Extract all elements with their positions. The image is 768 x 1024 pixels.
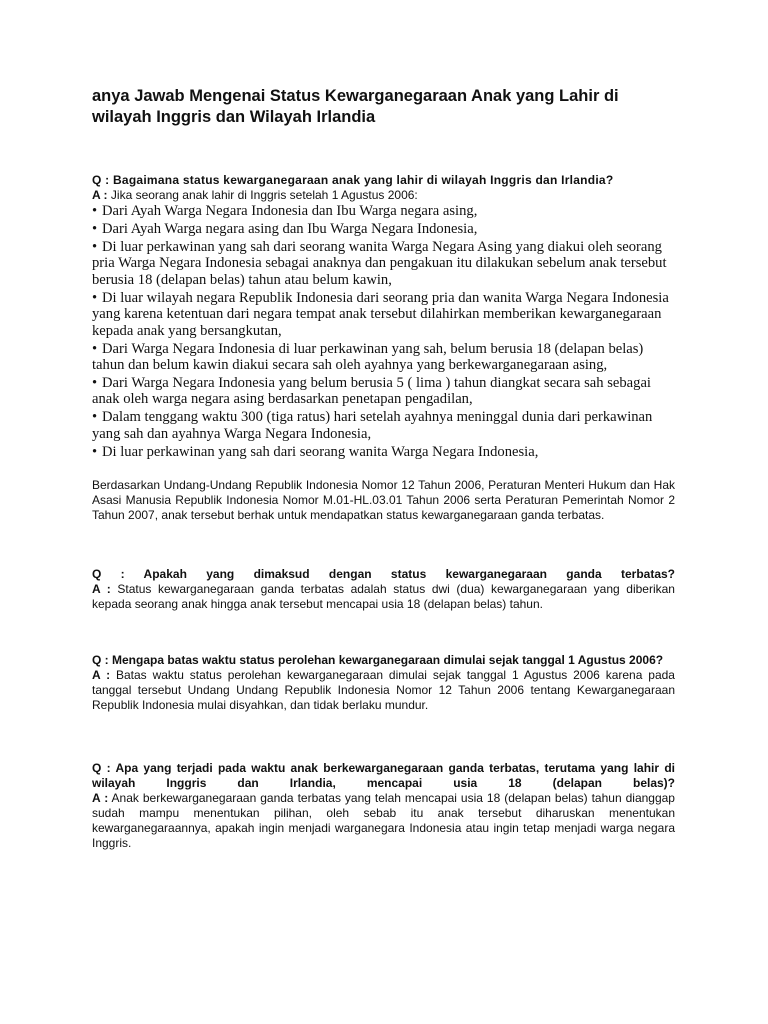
list-item-text: Di luar perkawinan yang sah dari seorang wanita Warga Negara Asing yang diakui oleh seorang pria Warga Negara Indonesia sebagai anaknya dan pengakuan itu dilakukan sebelum anak tersebut berusia 18 (delapan belas) tahun atau belum kawin, [92,238,667,288]
qa-section-4 [92,761,675,851]
bullet-icon: • [92,340,98,357]
bullet-icon: • [92,409,98,426]
answer-label: A : [92,188,108,202]
qa-section-3 [92,653,675,713]
question-2: Q : Apakah yang dimaksud dengan status kewarganegaraan ganda terbatas? [92,567,675,582]
bullet-icon: • [92,220,98,237]
question-4: Q : Apa yang terjadi pada waktu anak berkewarganegaraan ganda terbatas, terutama yang lahir di wilayah Inggris dan Irlandia, mencapai usia 18 (delapan belas)? [92,761,675,791]
condition-list [92,203,675,460]
list-item-text: Dari Warga Negara Indonesia di luar perkawinan yang sah, belum berusia 18 (delapan belas) tahun dan belum kawin diakui secara sah oleh ayahnya yang berkewarganegaraan asing, [92,340,644,374]
answer-4 [92,791,675,851]
answer-label: A : [92,582,111,597]
list-item [92,409,675,442]
bullet-icon: • [92,443,98,460]
qa-section-1 [92,173,675,523]
answer-3 [92,668,675,713]
list-item-text: Dari Warga Negara Indonesia yang belum berusia 5 ( lima ) tahun diangkat secara sah sebagai anak oleh warga negara asing berdasarkan penetapan pengadilan, [92,374,651,408]
qa-section-2 [92,567,675,612]
bullet-icon: • [92,374,98,391]
answer-label: A : [92,668,111,683]
answer-1-intro-text: Jika seorang anak lahir di Inggris setelah 1 Agustus 2006: [107,188,418,202]
list-item-text: Dalam tenggang waktu 300 (tiga ratus) hari setelah ayahnya meninggal dunia dari perkawinan yang sah dan ayahnya Warga Negara Indonesia, [92,409,653,442]
bullet-icon: • [92,203,98,219]
list-item-text: Di luar perkawinan yang sah dari seorang wanita Warga Negara Indonesia, [102,443,539,460]
list-item [92,203,675,220]
list-item [92,239,675,289]
bullet-icon: • [92,289,98,306]
answer-2-text: Status kewarganegaraan ganda terbatas adalah status dwi (dua) kewarganegaraan yang diberikan kepada seorang anak hingga anak tersebut mencapai usia 18 (delapan belas) tahun. [92,582,675,612]
answer-4-text: Anak berkewarganegaraan ganda terbatas yang telah mencapai usia 18 (delapan belas) tahun dianggap sudah mampu menentukan pilihan, oleh sebab itu anak tersebut diharuskan menentukan kewarganegaraannya, apakah ingin menjadi warganegara Indonesia atau ingin tetap menjadi warga negara Inggris. [92,791,675,851]
list-item [92,375,675,408]
question-1: Q : Bagaimana status kewarganegaraan anak yang lahir di wilayah Inggris dan Irlandia? [92,173,614,187]
page-title: anya Jawab Mengenai Status Kewarganegaraan Anak yang Lahir di wilayah Inggris dan Wilayah Irlandia [92,87,619,126]
answer-3-text: Batas waktu status perolehan kewarganegaraan dimulai sejak tanggal 1 Agustus 2006 karena pada tanggal tersebut Undang Undang Republik Indonesia Nomor 12 Tahun 2006 tentang Kewarganegaraan Republik Indonesia mulai disyahkan, dan tidak berlaku mundur. [92,668,675,713]
answer-1-intro [92,188,675,203]
list-item [92,221,675,238]
answer-2 [92,582,675,612]
list-item-text: Dari Ayah Warga negara asing dan Ibu Warga Negara Indonesia, [102,220,478,237]
conclusion-paragraph: Berdasarkan Undang-Undang Republik Indonesia Nomor 12 Tahun 2006, Peraturan Menteri Hukum dan Hak Asasi Manusia Republik Indonesia Nomor M.01-HL.03.01 Tahun 2006 serta Peraturan Pemerintah Nomor 2 Tahun 2007, anak tersebut berhak untuk mendapatkan status kewarganegaraan ganda terbatas. [92,478,675,523]
list-item-text: Dari Ayah Warga Negara Indonesia dan Ibu Warga negara asing, [102,203,478,219]
answer-label: A : [92,791,109,806]
list-item [92,341,675,374]
list-item [92,444,675,461]
list-item-text: Di luar wilayah negara Republik Indonesia dari seorang pria dan wanita Warga Negara Indonesia yang karena ketentuan dari negara tempat anak tersebut dilahirkan memberikan kewarganegaraan kepada anak yang bersangkutan, [92,289,669,339]
question-3: Q : Mengapa batas waktu status perolehan kewarganegaraan dimulai sejak tanggal 1 Agustus 2006? [92,653,664,668]
bullet-icon: • [92,238,98,255]
document-page [92,86,675,851]
list-item [92,290,675,340]
